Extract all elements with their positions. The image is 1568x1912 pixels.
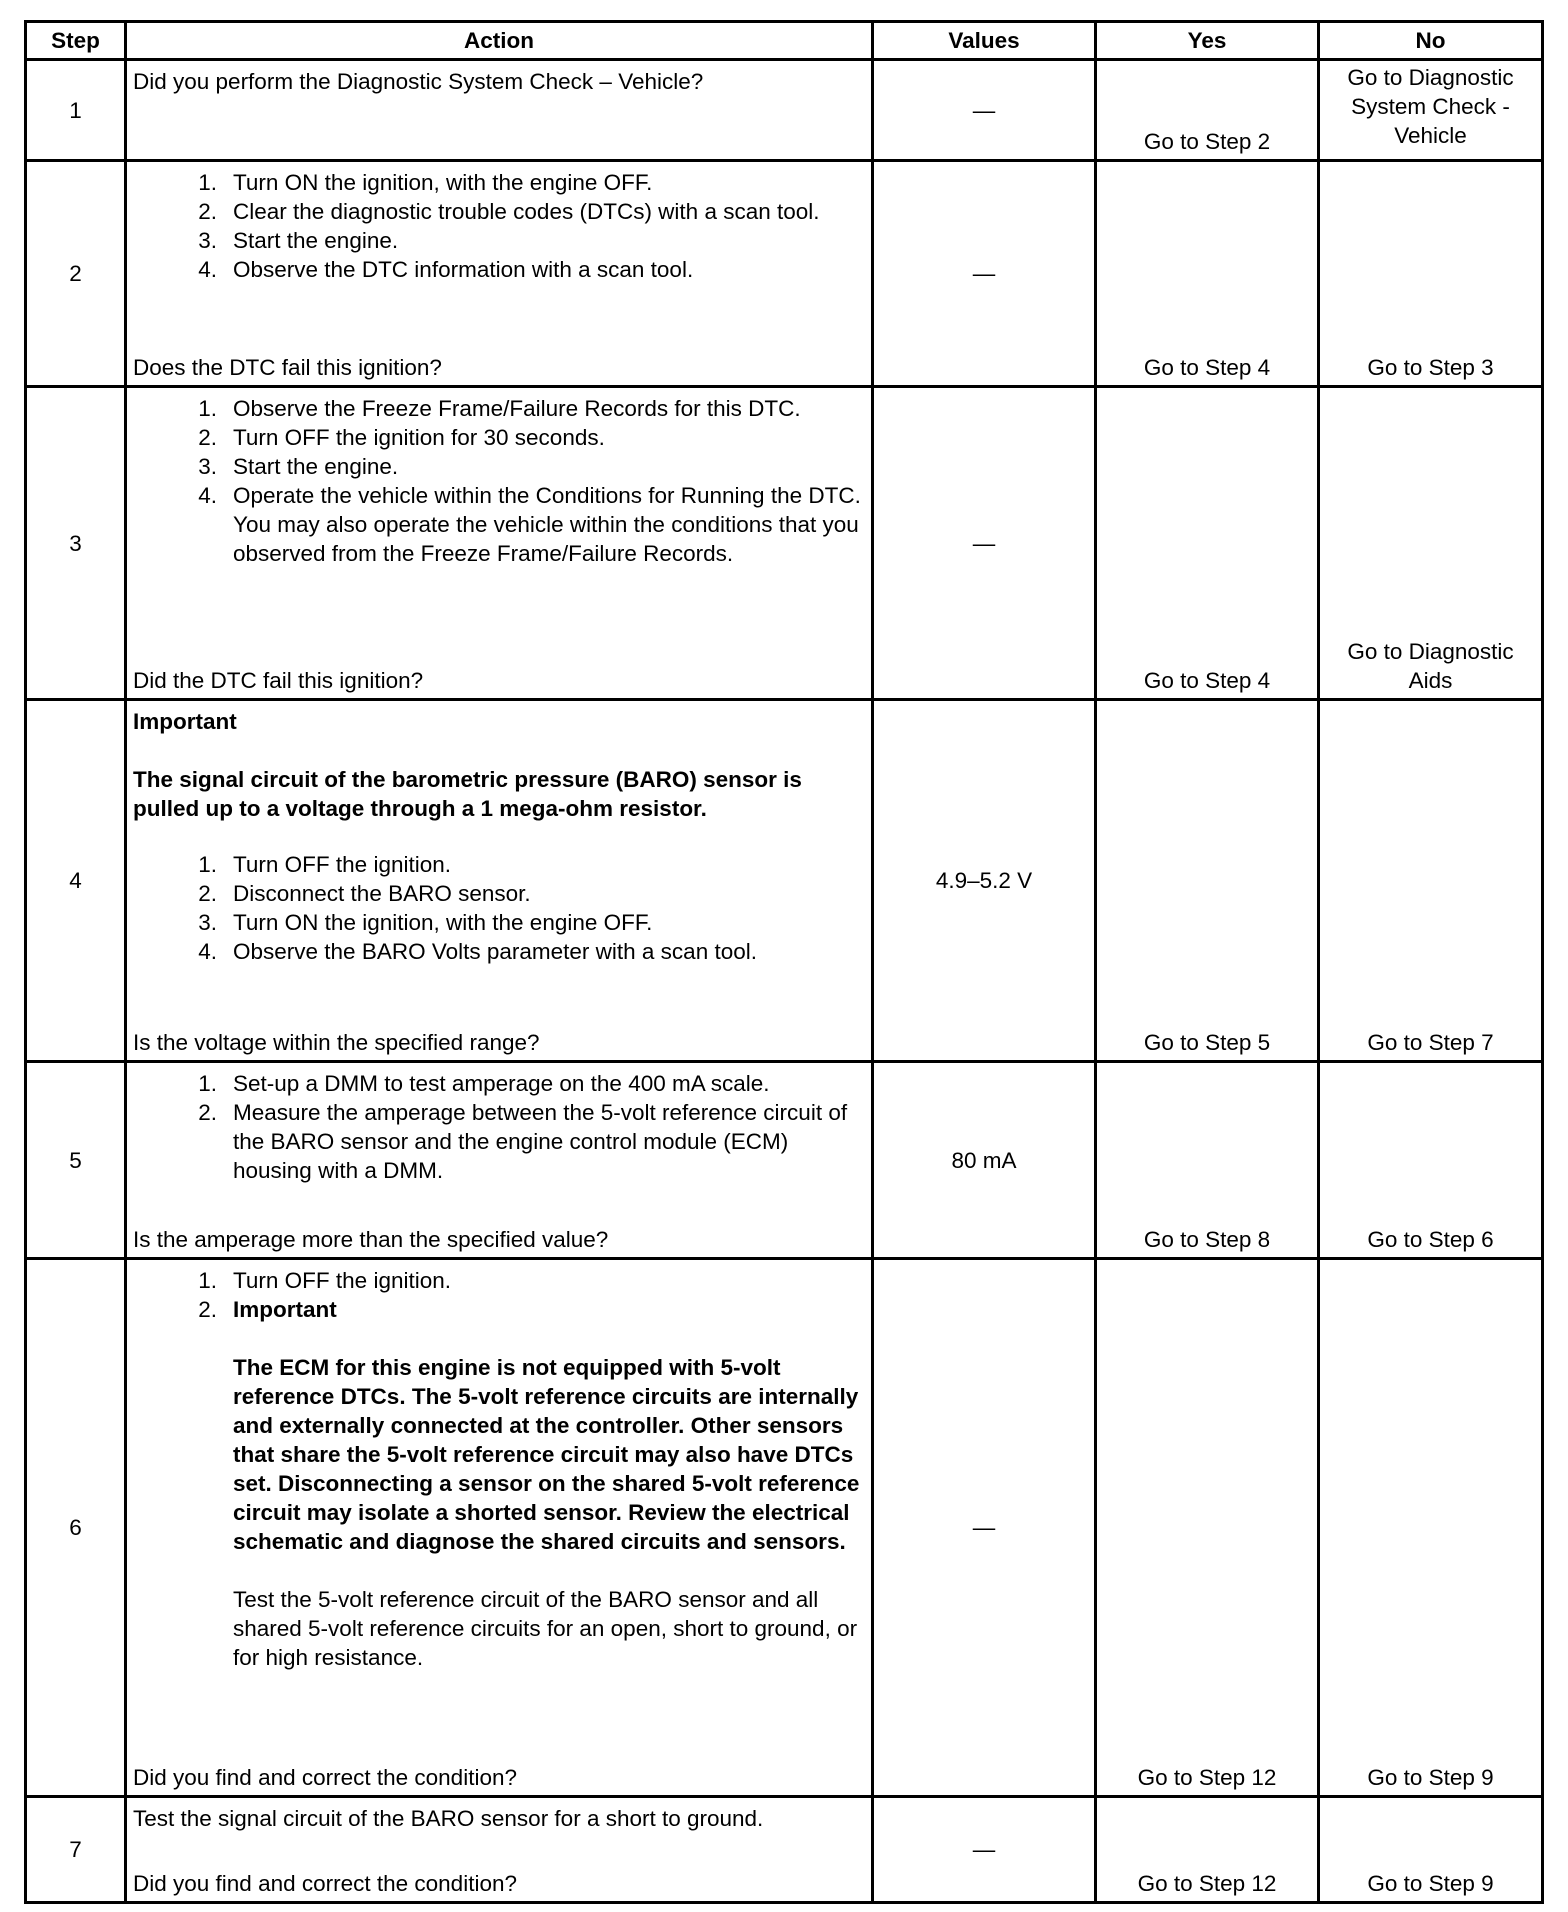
yes-cell: Go to Step 4 xyxy=(1096,161,1319,387)
important-text: The signal circuit of the barometric pressure (BARO) sensor is pulled up to a voltage through a 1 mega-ohm resistor. xyxy=(133,767,802,821)
important-label: Important xyxy=(133,709,237,734)
list-item: 3. Start the engine. xyxy=(198,228,399,253)
list-item: 2. Measure the amperage between the 5-volt reference circuit of the BARO sensor and the engine control module (ECM) housing with a DMM. xyxy=(198,1100,848,1183)
list-item: 2. Disconnect the BARO sensor. xyxy=(198,881,531,906)
list-item: 2. Turn OFF the ignition for 30 seconds. xyxy=(198,425,605,450)
yes-cell: Go to Step 12 xyxy=(1096,1797,1319,1903)
action-question: Is the amperage more than the specified value? xyxy=(133,1227,609,1252)
yes-cell: Go to Step 12 xyxy=(1096,1259,1319,1797)
table-row xyxy=(26,60,1543,161)
important-text: The ECM for this engine is not equipped with 5-volt reference DTCs. The 5-volt reference circuits are internally and externally connected at the controller. Other sensors that share the 5-volt reference circuit may also have DTCs set. Disconnecting a sensor on the shared 5-volt reference circuit may isolate a shorted sensor. Review the electrical schematic and diagnose the shared circuits and sensors. xyxy=(233,1355,860,1554)
action-text: Did you perform the Diagnostic System Check – Vehicle? xyxy=(133,69,704,94)
table-row xyxy=(26,1797,1543,1903)
no-text: Go to Diagnostic System Check - Vehicle xyxy=(1347,65,1514,148)
table-row xyxy=(26,387,1543,700)
list-item: 1. Turn OFF the ignition. xyxy=(198,1268,452,1293)
no-cell: Go to Step 7 xyxy=(1319,700,1543,1062)
table-row xyxy=(26,161,1543,387)
list-item: 4. Operate the vehicle within the Conditions for Running the DTC. You may also operate the vehicle within the conditions that you observed from the Freeze Frame/Failure Records. xyxy=(198,483,861,566)
action-question: Did the DTC fail this ignition? xyxy=(133,668,424,693)
step-number: 7 xyxy=(26,1797,126,1903)
list-item: 4. Observe the DTC information with a scan tool. xyxy=(198,257,694,282)
action-cell xyxy=(126,161,873,387)
diagnostic-table xyxy=(24,20,1544,1904)
important-label: Important xyxy=(233,1297,337,1322)
no-cell xyxy=(1319,60,1543,161)
action-cell xyxy=(126,1259,873,1797)
step-number: 2 xyxy=(26,161,126,387)
no-cell: Go to Step 3 xyxy=(1319,161,1543,387)
diagnostic-table-document xyxy=(24,20,1541,1904)
table-row xyxy=(26,700,1543,1062)
list-item: 1. Set-up a DMM to test amperage on the 400 mA scale. xyxy=(198,1071,770,1096)
action-text: Test the signal circuit of the BARO sensor for a short to ground. xyxy=(133,1806,764,1831)
action-list xyxy=(133,394,863,568)
action-cell xyxy=(126,1797,873,1903)
step-number: 1 xyxy=(26,60,126,161)
value-cell: — xyxy=(873,387,1096,700)
step-number: 6 xyxy=(26,1259,126,1797)
action-cell xyxy=(126,700,873,1062)
test-instruction: Test the 5-volt reference circuit of the BARO sensor and all shared 5-volt reference circuits for an open, short to ground, or for high resistance. xyxy=(233,1587,858,1670)
table-row xyxy=(26,1259,1543,1797)
action-cell xyxy=(126,387,873,700)
value-cell: — xyxy=(873,161,1096,387)
action-question: Does the DTC fail this ignition? xyxy=(133,355,442,380)
no-cell: Go to Step 6 xyxy=(1319,1062,1543,1259)
no-cell: Go to Diagnostic Aids xyxy=(1319,387,1543,700)
list-item: 3. Turn ON the ignition, with the engine OFF. xyxy=(198,910,653,935)
header-values: Values xyxy=(873,22,1096,60)
no-cell: Go to Step 9 xyxy=(1319,1797,1543,1903)
value-cell: — xyxy=(873,1797,1096,1903)
yes-cell: Go to Step 8 xyxy=(1096,1062,1319,1259)
header-step: Step xyxy=(26,22,126,60)
action-list xyxy=(133,1069,863,1185)
header-action: Action xyxy=(126,22,873,60)
value-cell: 4.9–5.2 V xyxy=(873,700,1096,1062)
value-cell: 80 mA xyxy=(873,1062,1096,1259)
action-question: Did you find and correct the condition? xyxy=(133,1765,517,1790)
no-cell: Go to Step 9 xyxy=(1319,1259,1543,1797)
list-item: 1. Turn OFF the ignition. xyxy=(198,852,452,877)
yes-cell: Go to Step 5 xyxy=(1096,700,1319,1062)
list-item: 4. Observe the BARO Volts parameter with a scan tool. xyxy=(198,939,757,964)
table-row xyxy=(26,1062,1543,1259)
action-cell xyxy=(126,60,873,161)
action-list xyxy=(133,168,863,284)
list-item: 3. Start the engine. xyxy=(198,454,399,479)
header-yes: Yes xyxy=(1096,22,1319,60)
header-row xyxy=(26,22,1543,60)
action-question: Did you find and correct the condition? xyxy=(133,1871,517,1896)
list-item: 1. Observe the Freeze Frame/Failure Records for this DTC. xyxy=(198,396,801,421)
action-list xyxy=(133,850,863,966)
list-item: 2. Important The ECM for this engine is not equipped with 5-volt reference DTCs. The 5-volt reference circuits are internally and externally connected at the controller. Other sensors that share the 5-volt reference circuit may also have DTCs set. Disconnecting a sensor on the shared 5-volt reference circuit may isolate a shorted sensor. Review the electrical schematic and diagnose the shared circuits and sensors. Test the 5-volt reference circuit of the BARO sensor and all shared 5-volt reference circuits for an open, short to ground, or for high resistance. xyxy=(183,1295,863,1672)
yes-cell: Go to Step 4 xyxy=(1096,387,1319,700)
action-list xyxy=(133,1266,863,1672)
value-cell: — xyxy=(873,1259,1096,1797)
step-number: 3 xyxy=(26,387,126,700)
action-question: Is the voltage within the specified range? xyxy=(133,1030,540,1055)
list-item: 2. Clear the diagnostic trouble codes (DTCs) with a scan tool. xyxy=(198,199,820,224)
action-cell xyxy=(126,1062,873,1259)
step-number: 5 xyxy=(26,1062,126,1259)
step-number: 4 xyxy=(26,700,126,1062)
list-item: 1. Turn ON the ignition, with the engine OFF. xyxy=(198,170,653,195)
yes-cell: Go to Step 2 xyxy=(1096,60,1319,161)
value-cell: — xyxy=(873,60,1096,161)
header-no: No xyxy=(1319,22,1543,60)
